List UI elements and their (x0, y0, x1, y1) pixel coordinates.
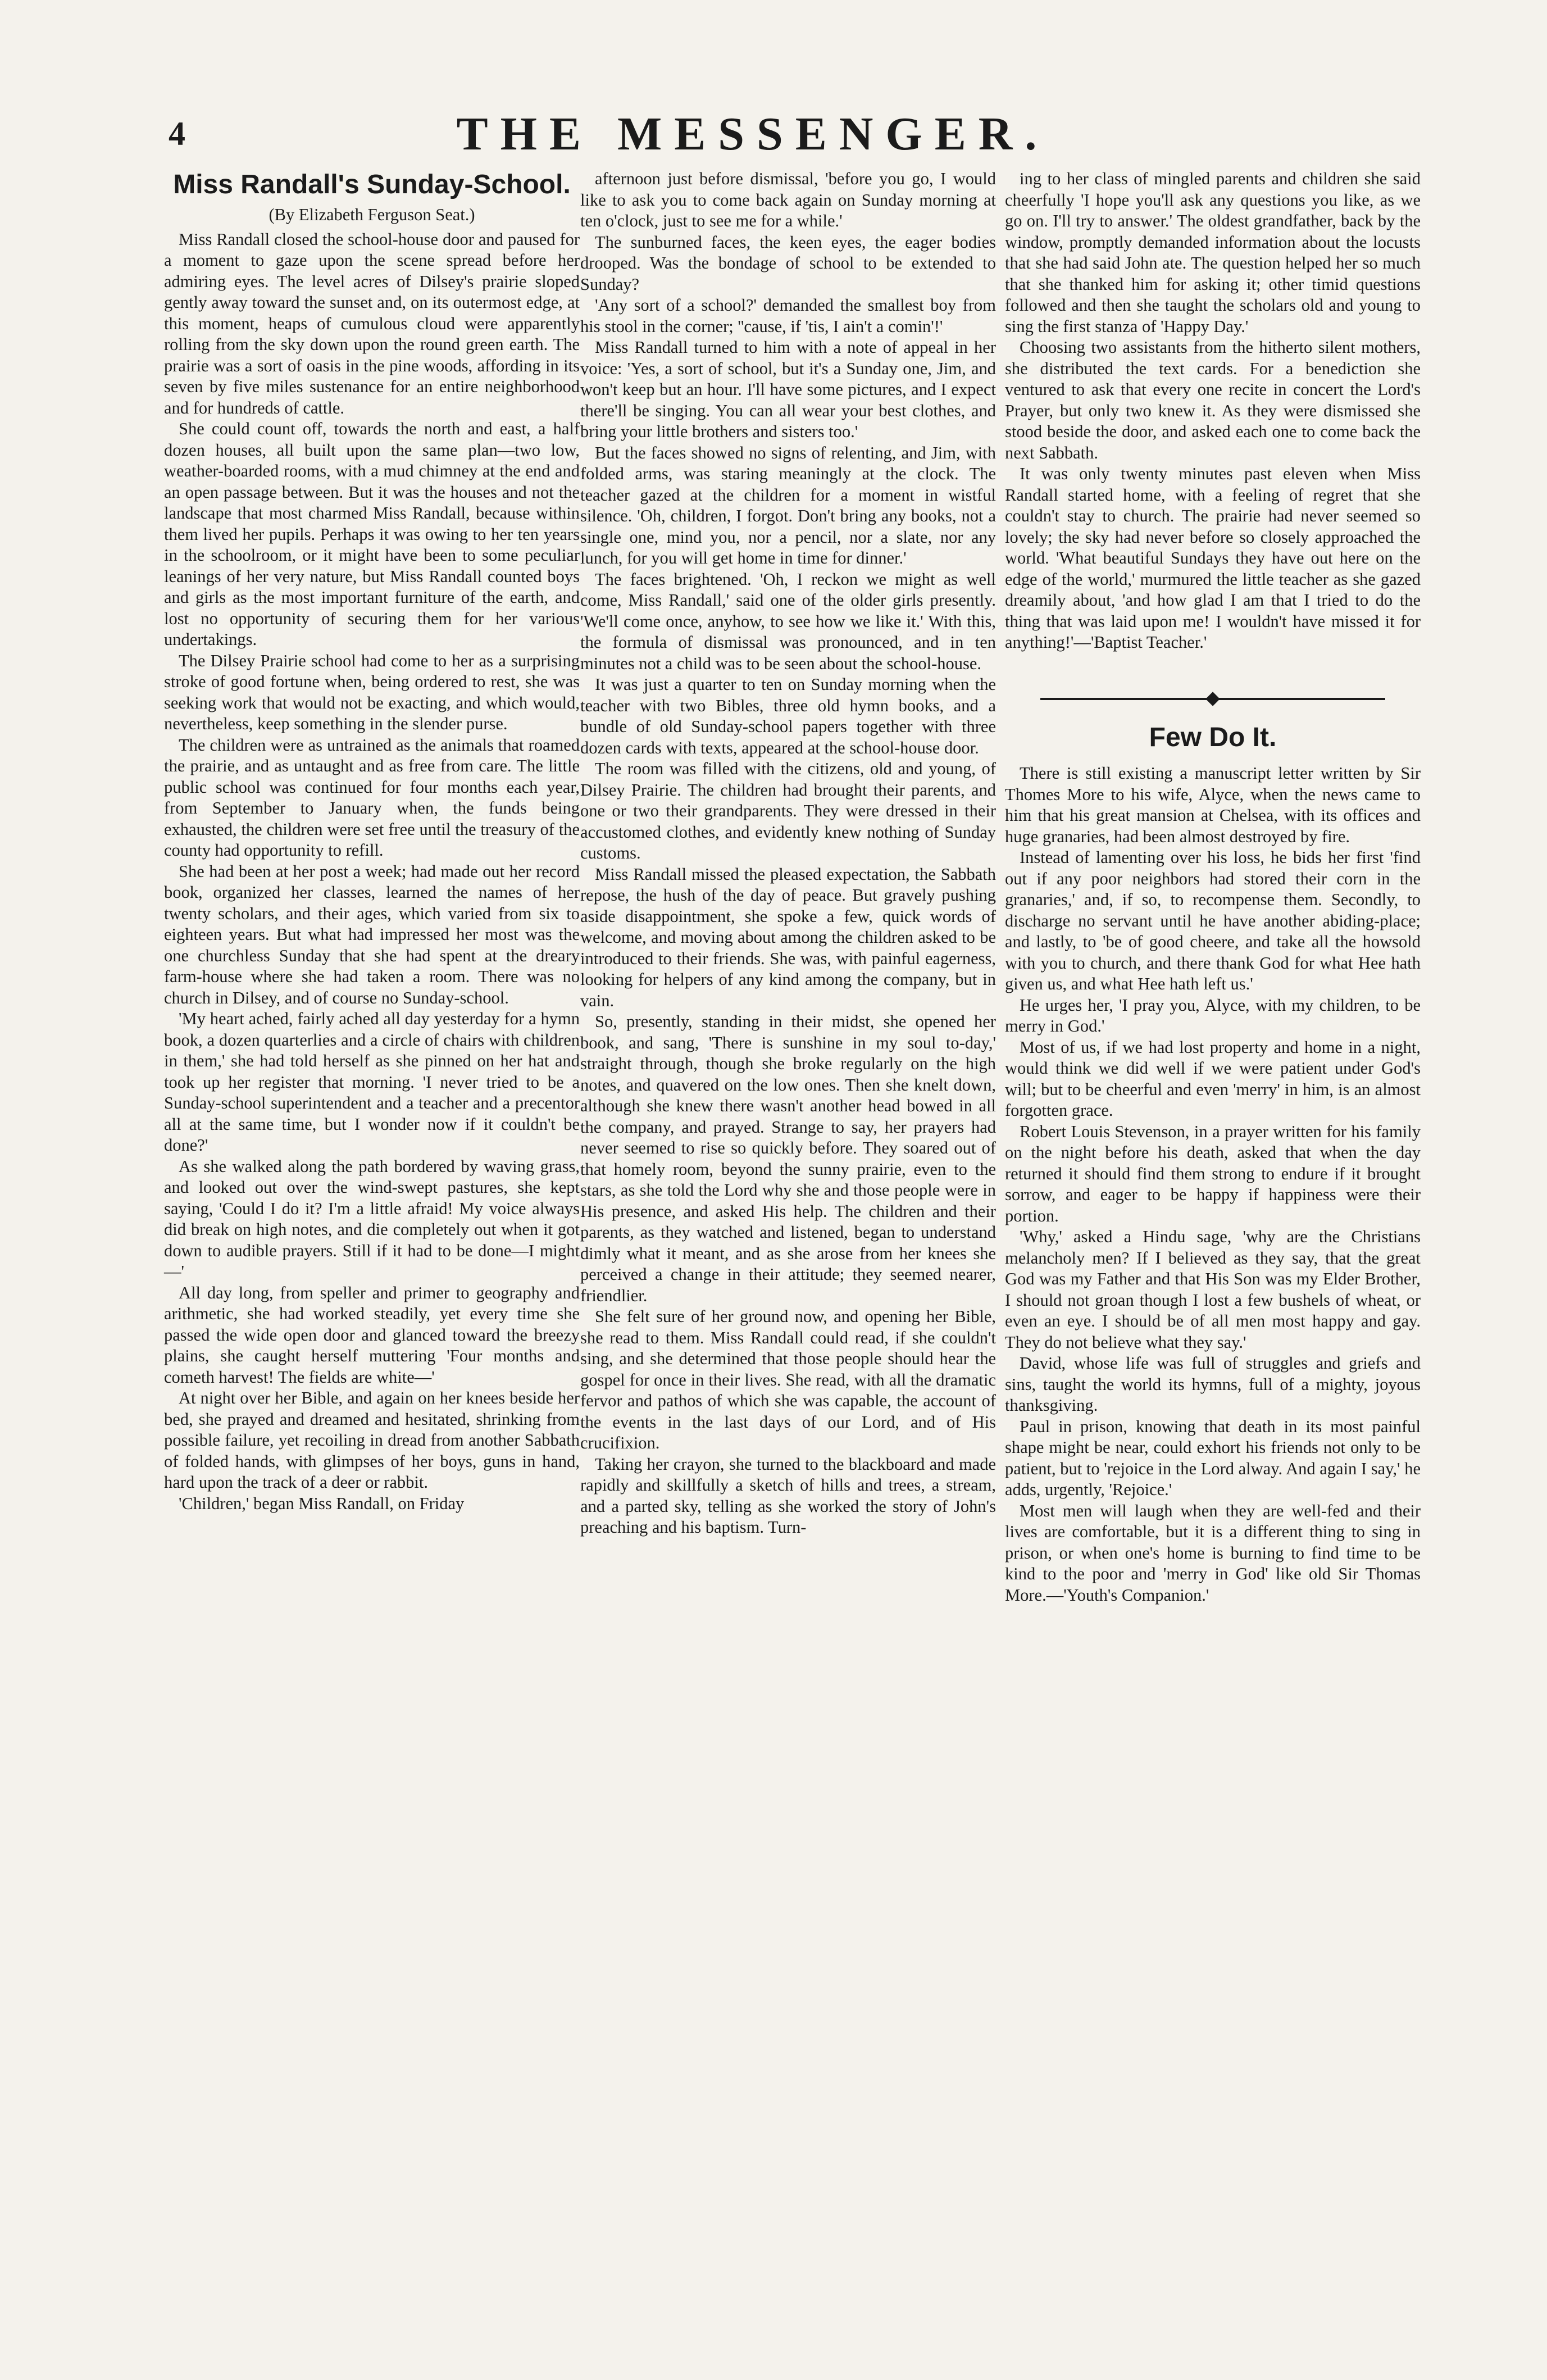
paragraph: 'My heart ached, fairly ached all day yesterday for a hymn book, a dozen quarterlies and a circle of chairs with children in them,' she had told herself as she pinned on her hat and took up her register that morning. 'I never tried to be a Sunday-school superintendent and a teacher and a precentor all at the same time, but I wonder now if it couldn't be done?' (164, 1009, 580, 1155)
paragraph: The room was filled with the citizens, old and young, of Dilsey Prairie. The children had brought their parents, and one or two their grandparents. They were dressed in their accustomed clothes, and evidently knew nothing of Sunday customs. (580, 759, 996, 862)
paragraph: 'Why,' asked a Hindu sage, 'why are the Christians melancholy men? If I believed as they say, that the great God was my Father and that His Son was my Elder Brother, I should not groan though I lost a few bushels of wheat, or even an eye. I should be of all men most happy and gay. They do not believe what they say.' (1005, 1227, 1421, 1352)
paragraph: All day long, from speller and primer to geography and arithmetic, she had worked steadily, yet every time she passed the wide open door and glanced toward the breezy plains, she caught herself muttering 'Four months and cometh harvest! The fields are white—' (164, 1283, 580, 1387)
paragraph: She could count off, towards the north and east, a half dozen houses, all built upon the same plan—two low, weather-boarded rooms, with a mud chimney at the end and an open passage between. But it was the houses and not the landscape that most charmed Miss Randall, because within them lived her pupils. Perhaps it was owing to her ten years in the schoolroom, or it might have been to some peculiar leanings of her very nature, but Miss Randall counted boys and girls as the most important furniture of the earth, and lost no opportunity of securing them for her various undertakings. (164, 419, 580, 649)
newspaper-title: THE MESSENGER. (456, 108, 1049, 160)
paragraph: Miss Randall turned to him with a note of appeal in her voice: 'Yes, a sort of school, but it's a Sunday one, Jim, and won't keep but an hour. I'll have some pictures, and I expect there'll be singing. You can all wear your best clothes, and bring your little brothers and sisters too.' (580, 338, 996, 441)
article-body-col1 (164, 229, 580, 1515)
article-title-few-do-it: Few Do It. (1149, 723, 1277, 752)
paragraph: David, whose life was full of struggles and griefs and sins, taught the world its hymns, full of a mighty, joyous thanksgiving. (1005, 1353, 1421, 1415)
column-3 (1005, 169, 1421, 1606)
paragraph: The faces brightened. 'Oh, I reckon we might as well come, Miss Randall,' said one of the older girls presently. 'We'll come once, anyhow, to see how we like it.' With this, the formula of dismissal was pronounced, and in ten minutes not a child was to be seen about the school-house. (580, 569, 996, 673)
paragraph: The sunburned faces, the keen eyes, the eager bodies drooped. Was the bondage of school to be extended to Sunday? (580, 232, 996, 294)
paragraph: It was only twenty minutes past eleven when Miss Randall started home, with a feeling of regret that she couldn't stay to church. The prairie had never seemed so lovely; the sky had never before so closely approached the world. 'What beautiful Sundays they have out here on the edge of the world,' murmured the little teacher as she gazed dreamily about, 'and how glad I am that I tried to do the thing that was laid upon me! I wouldn't have missed it for anything!'—'Baptist Teacher.' (1005, 464, 1421, 652)
paragraph: Miss Randall closed the school-house door and paused for a moment to gaze upon the scene spread before her admiring eyes. The level acres of Dilsey's prairie sloped gently away toward the sunset and, on its outermost edge, at this moment, heaps of cumulous cloud were apparently rolling from the sky down upon the round green earth. The prairie was a sort of oasis in the pine woods, affording in its seven by five miles sustenance for an entire neighborhood and for hundreds of cattle. (164, 229, 580, 417)
article-body-col3 (1005, 169, 1421, 653)
paragraph: There is still existing a manuscript letter written by Sir Thomes More to his wife, Alyce, when the news came to him that his great mansion at Chelsea, with its offices and huge granaries, had been almost destroyed by fire. (1005, 764, 1421, 846)
column-1 (164, 169, 580, 1514)
paragraph: So, presently, standing in their midst, she opened her book, and sang, 'There is sunshine in my soul to-day,' straight through, though she broke regularly on the high notes, and quavered on the low ones. Then she knelt down, although she knew there wasn't another head bowed in all the company, and prayed. Strange to say, her prayers had never seemed to rise so quickly before. They soared out of that homely room, beyond the sunny prairie, even to the stars, as she told the Lord why she and those people were in His presence, and asked His help. The children and their parents, as they watched and listened, began to understand dimly what it meant, and as she arose from her knees she perceived a change in their attitude; they seemed nearer, friendlier. (580, 1012, 996, 1305)
paragraph: The Dilsey Prairie school had come to her as a surprising stroke of good fortune when, being ordered to rest, she was seeking work that would not be exacting, and which would, nevertheless, keep something in the slender purse. (164, 651, 580, 733)
paragraph: She felt sure of her ground now, and opening her Bible, she read to them. Miss Randall could read, if she couldn't sing, and she determined that those people should hear the gospel for once in their lives. She read, with all the dramatic fervor and pathos of which she was capable, the account of the events in the last days of our Lord, and of His crucifixion. (580, 1307, 996, 1452)
paragraph: Miss Randall missed the pleased expectation, the Sabbath repose, the hush of the day of peace. But gravely pushing aside disappointment, she spoke a few, quick words of welcome, and moving about among the children asked to be introduced to their friends. She was, with painful eagerness, looking for helpers of any kind among the company, but in vain. (580, 864, 996, 1010)
section-divider (1005, 687, 1421, 708)
paragraph: At night over her Bible, and again on her knees beside her bed, she prayed and dreamed and hesitated, shrinking from possible failure, yet recoiling in dread from another Sabbath of folded hands, with glimpses of her boys, guns in hand, hard upon the track of a deer or rabbit. (164, 1388, 580, 1492)
paragraph: ing to her class of mingled parents and children she said cheerfully 'I hope you'll ask any questions you like, as we go on. I'll try to answer.' The oldest grandfather, back by the window, promptly demanded information about the locusts that she had said John ate. The question helped her so much that she thanked him for asking it; other timid questions followed and then she taught the scholars old and young to sing the first stanza of 'Happy Day.' (1005, 169, 1421, 336)
paragraph: Robert Louis Stevenson, in a prayer written for his family on the night before his death, asked that when the day returned it should find them strong to endure if it brought sorrow, and eager to be happy if happiness were their portion. (1005, 1121, 1421, 1225)
article-body-col2 (580, 169, 996, 1538)
paragraph: Most men will laugh when they are well-fed and their lives are comfortable, but it is a different thing to sing in prison, or when one's home is burning to find time to be kind to the poor and 'merry in God' like old Sir Thomas More.—'Youth's Companion.' (1005, 1501, 1421, 1605)
article-byline: (By Elizabeth Ferguson Seat.) (269, 205, 475, 224)
page-number: 4 (169, 115, 185, 152)
paragraph: Instead of lamenting over his loss, he bids her first 'find out if any poor neighbors had stored their corn in the granaries,' and, if so, to recompense them. Secondly, to discharge no servant until he have another abiding-place; and lastly, to 'be of good cheere, and take all the howsold with you to church, and there thank God for what Hee hath given us, and what Hee hath left us.' (1005, 848, 1421, 993)
paragraph: 'Any sort of a school?' demanded the smallest boy from his stool in the corner; ''cause, if 'tis, I ain't a comin'!' (580, 296, 996, 336)
paragraph: As she walked along the path bordered by waving grass, and looked out over the wind-swept pastures, she kept saying, 'Could I do it? I'm a little afraid! My voice always did break on high notes, and die completely out when it got down to audible prayers. Still if it had to be done—I might—' (164, 1156, 580, 1281)
paragraph: Most of us, if we had lost property and home in a night, would think we did well if we were patient under God's will; but to be cheerful and even 'merry' in him, is an almost forgotten grace. (1005, 1037, 1421, 1120)
paragraph: He urges her, 'I pray you, Alyce, with my children, to be merry in God.' (1005, 995, 1421, 1035)
paragraph: Paul in prison, knowing that death in its most painful shape might be near, could exhort his friends not only to be patient, but to 'rejoice in the Lord alway. And again I say,' he adds, urgently, 'Rejoice.' (1005, 1416, 1421, 1499)
paragraph: 'Children,' began Miss Randall, on Friday (179, 1493, 465, 1513)
column-2 (580, 169, 996, 1538)
article-body-few-do-it (1005, 763, 1421, 1606)
paragraph: afternoon just before dismissal, 'before you go, I would like to ask you to come back again on Sunday morning at ten o'clock, just to see me for a while.' (580, 169, 996, 230)
paragraph: It was just a quarter to ten on Sunday morning when the teacher with two Bibles, three old hymn books, and a bundle of old Sunday-school papers together with three dozen cards with texts, appeared at the school-house door. (580, 675, 996, 757)
paragraph: But the faces showed no signs of relenting, and Jim, with folded arms, was staring meaningly at the clock. The teacher gazed at the children for a moment in wistful silence. 'Oh, children, I forgot. Don't bring any books, not a single one, mind you, nor a pencil, nor a slate, nor any lunch, for you will get home in time for dinner.' (580, 443, 996, 567)
paragraph: The children were as untrained as the animals that roamed the prairie, and as untaught and as free from care. The little public school was continued for four months each year, from September to January when, the funds being exhausted, the children were set free until the treasury of the county had opportunity to refill. (164, 735, 580, 860)
masthead (0, 107, 1547, 169)
paragraph: Taking her crayon, she turned to the blackboard and made rapidly and skillfully a sketch of hills and trees, a stream, and a parted sky, telling as she worked the story of John's preaching and his baptism. Turn- (580, 1454, 996, 1537)
paragraph: She had been at her post a week; had made out her record book, organized her classes, learned the names of her twenty scholars, and their ages, which varied from six to eighteen years. But what had impressed her most was the one churchless Sunday that she had spent at the dreary farm-house where she had taken a room. There was no church in Dilsey, and of course no Sunday-school. (164, 861, 580, 1007)
paragraph: Choosing two assistants from the hitherto silent mothers, she distributed the text cards. For a benediction she ventured to ask that every one recite in concert the Lord's Prayer, but only two knew it. As they were dismissed she stood beside the door, and asked each one to come back the next Sabbath. (1005, 338, 1421, 462)
article-title-miss-randall: Miss Randall's Sunday-School. (173, 170, 571, 199)
